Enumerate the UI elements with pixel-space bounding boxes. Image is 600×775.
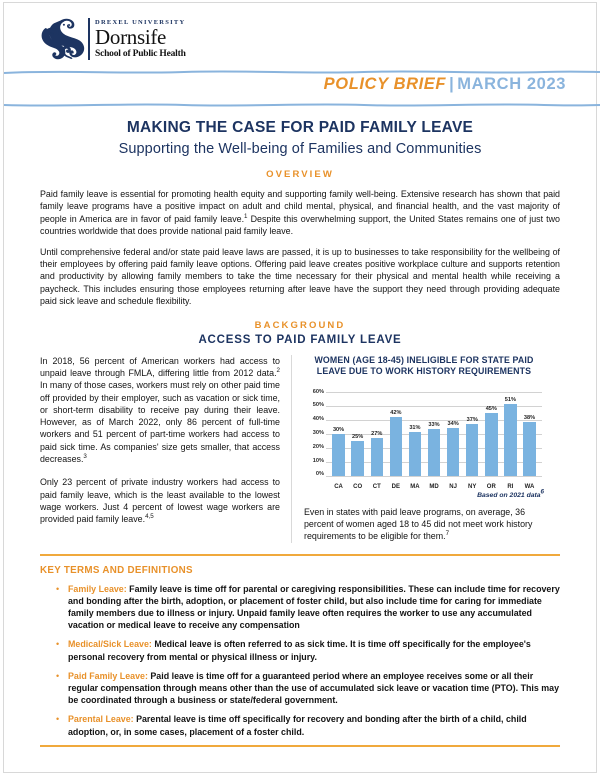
chart-bar [351,441,363,476]
overview-paragraph-2: Until comprehensive federal and/or state paid leave laws are passed, it is up to businesses to take responsibility for the wellbeing of their employees by offering paid family leave options. Offering paid leave creates positive workplace culture and supports retention and productivity by allowing family members to take the time necessary for their physical and mental health while receiving a paycheck. This includes ensuring those employees returning after leave have the support they need through providing adequate paid sick leave and schedule flexibility. [40,246,560,307]
chart-bar [390,417,402,476]
chart-explanatory-note [304,506,544,543]
chart-bar [409,432,421,475]
background-kicker: BACKGROUND [254,319,346,331]
chart-y-tick-label: 30% [312,429,324,436]
background-heading: ACCESS TO PAID FAMILY LEAVE [198,333,402,346]
chart-bar-value-label: 30% [332,426,345,433]
key-term-definition: Parental leave is time off specifically for recovery and bonding after the birth of a child, child adoption, or, in some cases, placement of a foster child. [68,714,527,737]
bullet-icon: • [56,670,60,681]
chart-x-tick-label: CO [353,483,363,490]
chart-y-tick-label: 0% [315,471,324,478]
chart-x-tick-label: DE [391,483,400,490]
chart-bar [485,413,497,476]
chart-y-tick-label: 20% [312,443,324,450]
chart-x-tick-label: OR [486,483,496,490]
chart-gridline [326,476,542,477]
page-title: MAKING THE CASE FOR PAID FAMILY LEAVE [126,119,474,136]
key-terms-list [4,583,596,738]
right-chart-column [292,355,544,543]
overview-paragraph-1-text-a: Paid family leave is essential for promoting health equity and supporting family well-being. Extensive research has shown that paid family leave programs have a positive impact on adult and child mental, physical, and financial health, and the vast majority of people in America are in favor of paid family leave. [40,189,560,224]
chart-bar [428,429,440,475]
chart-bar-column [405,392,424,476]
chart-title: WOMEN (AGE 18-45) INELIGIBLE FOR STATE PAID LEAVE DUE TO WORK HISTORY REQUIREMENTS [314,354,534,377]
chart-bar-column [482,392,501,476]
chart-bar-value-label: 27% [371,430,383,437]
chart-x-tick-label: WA [524,483,535,490]
footnote-ref-6: 6 [540,488,544,496]
wave-rule-bottom-icon [4,102,600,108]
logo-university-name: DREXEL UNIVERSITY [95,19,186,26]
drexel-dornsife-logo [40,17,596,61]
page-subtitle: Supporting the Well-being of Families and Communities [118,141,482,157]
key-term-definition: Family leave is time off for parental or caregiving responsibilities. These can include time for recovery and bonding after the birth, adoption, or placement of foster child, but also include time for caring for immediate family members due to illness or injury. Unpaid family leave often requires the worker to use any accumulated vacation or medical leave to receive any compensation [68,583,560,631]
key-term-label: Parental Leave: [68,714,137,725]
chart-y-tick-label: 50% [312,402,324,409]
chart-bar-value-label: 45% [485,405,497,412]
chart-bar [332,434,344,476]
document-header [4,3,596,65]
chart-bar-value-label: 38% [523,415,536,422]
background-paragraph-2-text: Only 23 percent of private industry workers had access to paid family leave, which is the least available to the lowest wage workers. Just 4 percent of lowest wage workers are provided paid family leave. [40,477,280,525]
chart-bar-column [424,392,443,476]
chart-bar-value-label: 51% [504,397,516,404]
chart-x-tick-label: CA [334,483,343,490]
chart-x-tick-label: NY [468,483,477,490]
chart-bar-value-label: 31% [409,425,421,432]
key-term-definition: Medical leave is often referred to as sick time. It is time off specifically for the employee's personal recovery from mental or physical illness or injury. [68,639,531,662]
document-sheet [4,3,596,772]
policy-brief-title-line [324,75,566,94]
policy-brief-label: POLICY BRIEF [323,75,447,93]
chart-bar-column [520,392,539,476]
chart-x-tick-label: CT [372,483,381,490]
key-term-label: Medical/Sick Leave: [68,639,155,650]
chart-bar-column [348,392,367,476]
logo-dornsife-name: Dornsife [95,25,167,49]
chart-y-tick-label: 60% [312,388,324,395]
logo-wordmark [88,18,186,60]
background-paragraph-1 [40,355,280,466]
chart-x-tick-label: RI [507,483,514,490]
chart-bar-column [463,392,482,476]
chart-bar-value-label: 37% [466,416,478,423]
chart-bar-value-label: 25% [352,433,364,440]
chart-bar-column [444,392,463,476]
footnote-ref-7: 7 [445,530,450,538]
overview-paragraph-1 [40,188,560,238]
background-paragraph-1-text-b: In many of those cases, workers must rely on other paid time off provided by their employer, such as vacation or sick time, or short-term disability to receive pay during their leave. However, as of March 2022, only 86 percent of full-time workers and 51 percent of part-time workers had access to paid sick time. As companies' size gets smaller, that access decreases. [40,380,280,465]
chart-x-tick-label: NJ [449,483,457,490]
chart-bar-value-label: 33% [428,422,440,429]
footnote-ref-4-5: 4,5 [145,513,154,521]
key-terms-heading: KEY TERMS AND DEFINITIONS [40,564,193,576]
key-term-item [56,670,560,707]
footnote-ref-1: 1 [244,212,248,220]
policy-brief-banner [4,69,596,107]
chart-bar [447,428,459,476]
chart-y-tick-label: 10% [312,457,324,464]
policy-brief-separator: | [449,75,455,93]
bullet-icon: • [56,583,60,594]
key-term-item [56,638,560,662]
chart-bar-column [367,392,386,476]
chart-x-axis-labels [326,484,542,490]
title-block [4,119,596,157]
logo-school-name: School of Public Health [95,49,186,59]
chart-bars [326,392,542,476]
chart-bar-column [501,392,520,476]
overview-section [4,188,596,308]
key-term-label: Family Leave: [68,583,130,594]
bullet-icon: • [56,714,60,725]
key-term-item [56,583,560,632]
chart-bar-column [386,392,405,476]
overview-paragraph-1-text-b: Despite this overwhelming support, the United States remains one of just two countries worldwide that does provide national paid family leave. [40,213,560,237]
bar-chart [304,384,544,490]
background-paragraph-2 [40,476,280,525]
chart-bar [523,422,535,475]
dragon-mascot-icon [40,17,86,61]
chart-source-text: Based on 2021 data [477,491,541,499]
two-column-section [4,355,596,543]
chart-bar-column [329,392,348,476]
bullet-icon: • [56,639,60,650]
chart-plot-area [326,392,542,476]
overview-kicker: OVERVIEW [266,169,334,180]
chart-bar [504,404,516,475]
chart-x-tick-label: MD [429,483,439,490]
footnote-ref-2: 2 [276,366,280,374]
background-paragraph-1-text-a: In 2018, 56 percent of American workers had access to unpaid leave through FMLA, differing little from 2012 data. [40,355,280,378]
key-terms-top-rule [40,554,560,556]
chart-note-text: Even in states with paid leave programs, on average, 36 percent of women aged 18 to 45 did not meet work history requirements to be eligible for them. [304,506,533,542]
left-text-column [40,355,292,543]
chart-y-tick-label: 40% [312,416,324,423]
chart-bar [466,424,478,476]
chart-x-tick-label: MA [410,483,420,490]
chart-bar-value-label: 34% [447,421,459,428]
chart-bar-value-label: 42% [390,409,402,416]
footnote-ref-3: 3 [83,453,87,461]
key-term-label: Paid Family Leave: [68,670,151,681]
key-term-definition: Paid leave is time off for a guaranteed period where an employee receives some or all their regular compensation through means other than the use of accumulated sick leave or vacation time (PTO). This may be coordinated through a business or state/federal government. [68,670,560,706]
chart-source-note [304,488,544,499]
policy-brief-date: MARCH 2023 [457,75,566,93]
chart-bar [371,438,383,476]
key-terms-bottom-rule [40,745,560,747]
key-term-item [56,713,560,737]
